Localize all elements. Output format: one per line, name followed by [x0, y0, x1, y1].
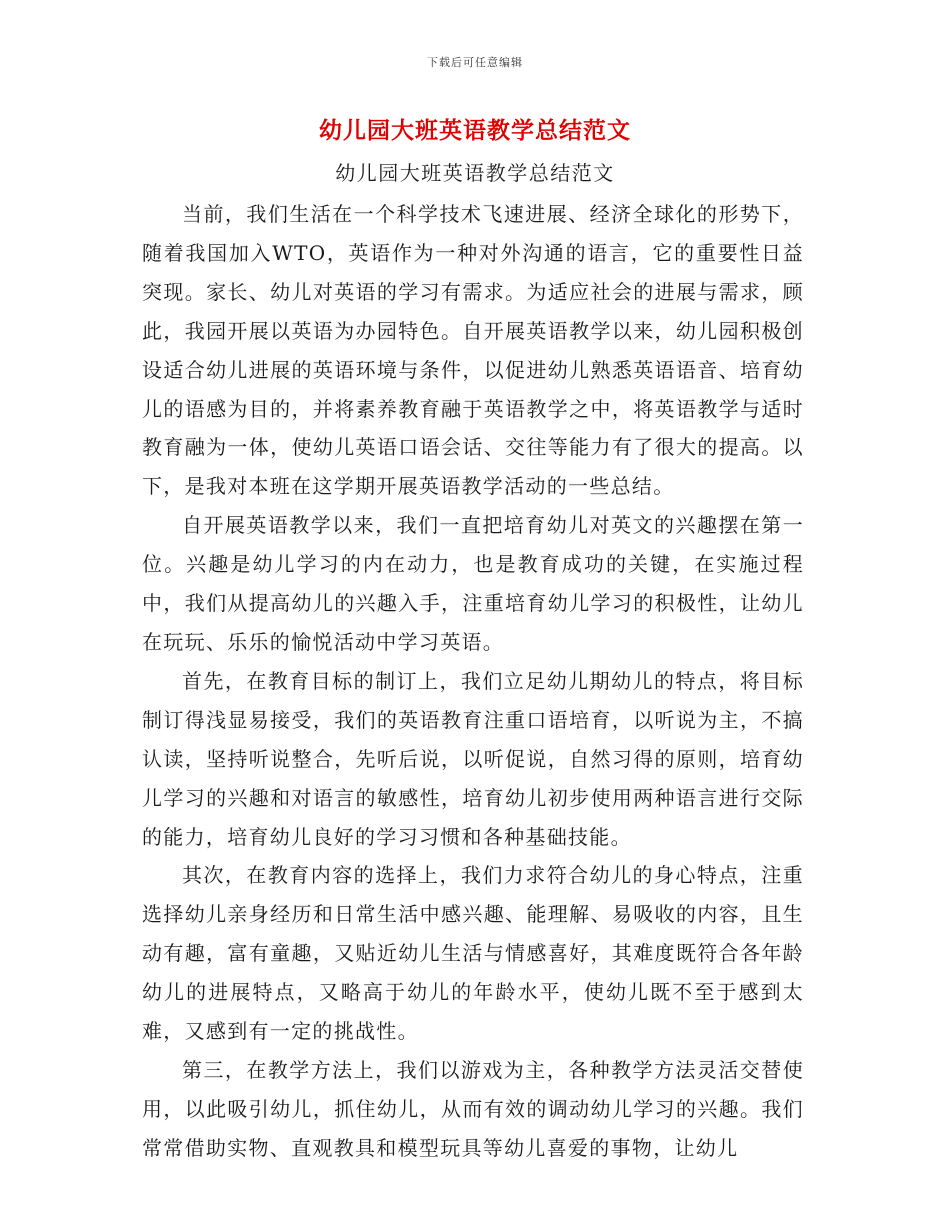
- paragraph-content: 其次，在教育内容的选择上，我们力求符合幼儿的身心特点，注重选择幼儿亲身经历和日常生活中感兴趣、能理解、易吸收的内容，且生动有趣，富有童趣，又贴近幼儿生活与情感喜好，其难度既符合各年龄幼儿的进展特点，又略高于幼儿的年龄水平，使幼儿既不至于感到太难，又感到有一定的挑战性。: [142, 863, 804, 1044]
- document-subtitle: 幼儿园大班英语教学总结范文: [335, 161, 615, 185]
- paragraph-intro: 当前，我们生活在一个科学技术飞速进展、经济全球化的形势下，随着我国加入WTO，英语作为一种对外沟通的语言，它的重要性日益突现。家长、幼儿对英语的学习有需求。为适应社会的进展与需求，顾此，我园开展以英语为办园特色。自开展英语教学以来，幼儿园积极创设适合幼儿进展的英语环境与条件，以促进幼儿熟悉英语语音、培育幼儿的语感为目的，并将素养教育融于英语教学之中，将英语教学与适时教育融为一体，使幼儿英语口语会话、交往等能力有了很大的提高。以下，是我对本班在这学期开展英语教学活动的一些总结。: [142, 202, 804, 499]
- document-body: [142, 195, 804, 1168]
- paragraph-methods: 第三，在教学方法上，我们以游戏为主，各种教学方法灵活交替使用，以此吸引幼儿，抓住幼儿，从而有效的调动幼儿学习的兴趣。我们常常借助实物、直观教具和模型玩具等幼儿喜爱的事物，让幼儿: [142, 1057, 804, 1160]
- paragraph-goals: 首先，在教育目标的制订上，我们立足幼儿期幼儿的特点，将目标制订得浅显易接受，我们的英语教育注重口语培育，以听说为主，不搞认读，坚持听说整合，先听后说，以听促说，自然习得的原则，培育幼儿学习的兴趣和对语言的敏感性，培育幼儿初步使用两种语言进行交际的能力，培育幼儿良好的学习习惯和各种基础技能。: [142, 668, 804, 849]
- header-note: 下载后可任意编辑: [427, 56, 523, 69]
- paragraph-interest: 自开展英语教学以来，我们一直把培育幼儿对英文的兴趣摆在第一位。兴趣是幼儿学习的内在动力，也是教育成功的关键，在实施过程中，我们从提高幼儿的兴趣入手，注重培育幼儿学习的积极性，让幼儿在玩玩、乐乐的愉悦活动中学习英语。: [142, 513, 804, 654]
- document-title: 幼儿园大班英语教学总结范文: [319, 117, 631, 144]
